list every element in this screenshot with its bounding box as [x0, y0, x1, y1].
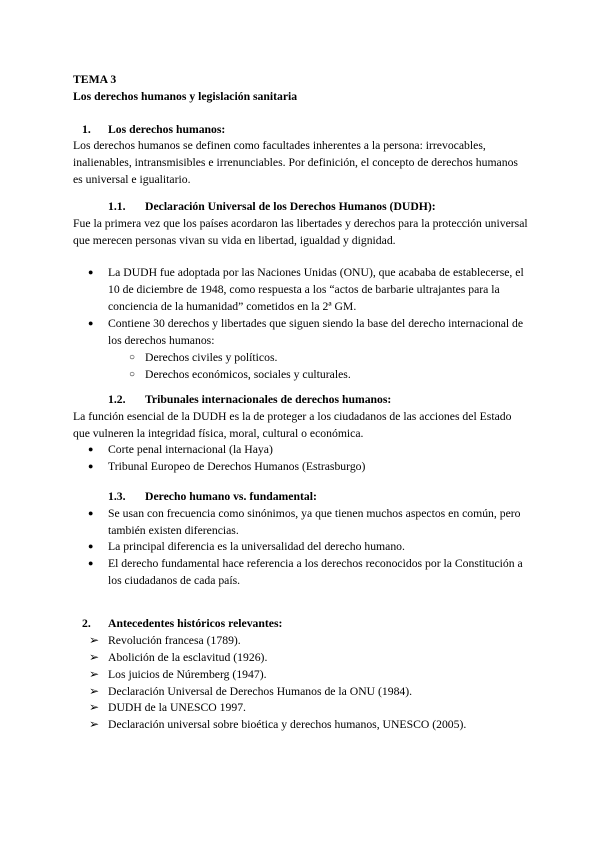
- bullet-icon: ●: [88, 508, 94, 518]
- bullet-icon: ●: [88, 318, 94, 328]
- section-2-number: 2.: [82, 617, 91, 630]
- bullet-icon: ●: [88, 541, 94, 551]
- list-item: Revolución francesa (1789).: [108, 634, 241, 647]
- sub-bullet-icon: ○: [129, 352, 136, 363]
- section-1-1-heading: Declaración Universal de los Derechos Humanos (DUDH):: [145, 200, 436, 213]
- list-item: Contiene 30 derechos y libertades que siguen siendo la base del derecho internacional de los derechos humanos:: [108, 317, 524, 347]
- sub-list-item: Derechos económicos, sociales y culturales.: [145, 368, 351, 381]
- list-item: Abolición de la esclavitud (1926).: [108, 651, 268, 664]
- sub-list-item: Derechos civiles y políticos.: [145, 351, 278, 364]
- section-1-3-number: 1.3.: [108, 490, 126, 503]
- section-1-2-heading: Tribunales internacionales de derechos humanos:: [145, 393, 392, 406]
- section-1-1-number: 1.1.: [108, 200, 126, 213]
- list-item: Corte penal internacional (la Haya): [108, 443, 273, 456]
- section-2-heading: Antecedentes históricos relevantes:: [108, 617, 283, 630]
- list-item: DUDH de la UNESCO 1997.: [108, 701, 246, 714]
- sub-bullet-icon: ○: [129, 369, 136, 380]
- arrow-bullet-icon: ➢: [89, 633, 100, 647]
- section-1-3-heading: Derecho humano vs. fundamental:: [145, 490, 317, 503]
- list-item: Declaración universal sobre bioética y derechos humanos, UNESCO (2005).: [108, 718, 467, 731]
- bullet-icon: ●: [88, 444, 94, 454]
- section-1-number: 1.: [82, 123, 91, 136]
- bullet-icon: ●: [88, 558, 94, 568]
- list-item: Tribunal Europeo de Derechos Humanos (Estrasburgo): [108, 460, 366, 473]
- arrow-bullet-icon: ➢: [89, 684, 100, 698]
- list-item: El derecho fundamental hace referencia a los derechos reconocidos por la Constitución a los ciudadanos de cada país.: [108, 557, 523, 587]
- section-1-paragraph: Los derechos humanos se definen como facultades inherentes a la persona: irrevocables, inalienables, intransmisibles e irrenunciables. Por definición, el concepto de derechos humanos es universal e igualitario.: [73, 139, 518, 186]
- bullet-icon: ●: [88, 267, 94, 277]
- bullet-icon: ●: [88, 461, 94, 471]
- list-item: La principal diferencia es la universalidad del derecho humano.: [108, 540, 405, 553]
- list-item: Se usan con frecuencia como sinónimos, ya que tienen muchos aspectos en común, pero también existen diferencias.: [108, 507, 521, 537]
- arrow-bullet-icon: ➢: [89, 717, 100, 731]
- list-item: Los juicios de Núremberg (1947).: [108, 668, 267, 681]
- arrow-bullet-icon: ➢: [89, 650, 100, 664]
- document-title: Los derechos humanos y legislación sanitaria: [73, 90, 298, 103]
- section-1-heading: Los derechos humanos:: [108, 123, 226, 136]
- arrow-bullet-icon: ➢: [89, 700, 100, 714]
- list-item: Declaración Universal de Derechos Humanos de la ONU (1984).: [108, 685, 413, 698]
- section-1-2-number: 1.2.: [108, 393, 126, 406]
- section-1-1-paragraph: Fue la primera vez que los países acordaron las libertades y derechos para la protección universal que merecen personas vivan su vida en libertad, igualdad y dignidad.: [73, 217, 528, 247]
- list-item: La DUDH fue adoptada por las Naciones Unidas (ONU), que acababa de establecerse, el 10 de diciembre de 1948, como respuesta a los “actos de barbarie ultrajantes para la conciencia de la humanidad” cometidos en la 2ª GM.: [108, 266, 524, 313]
- section-1-2-paragraph: La función esencial de la DUDH es la de proteger a los ciudadanos de las acciones del Estado que vulneren la integridad física, moral, cultural o económica.: [73, 410, 512, 440]
- arrow-bullet-icon: ➢: [89, 667, 100, 681]
- tema-label: TEMA 3: [73, 73, 117, 86]
